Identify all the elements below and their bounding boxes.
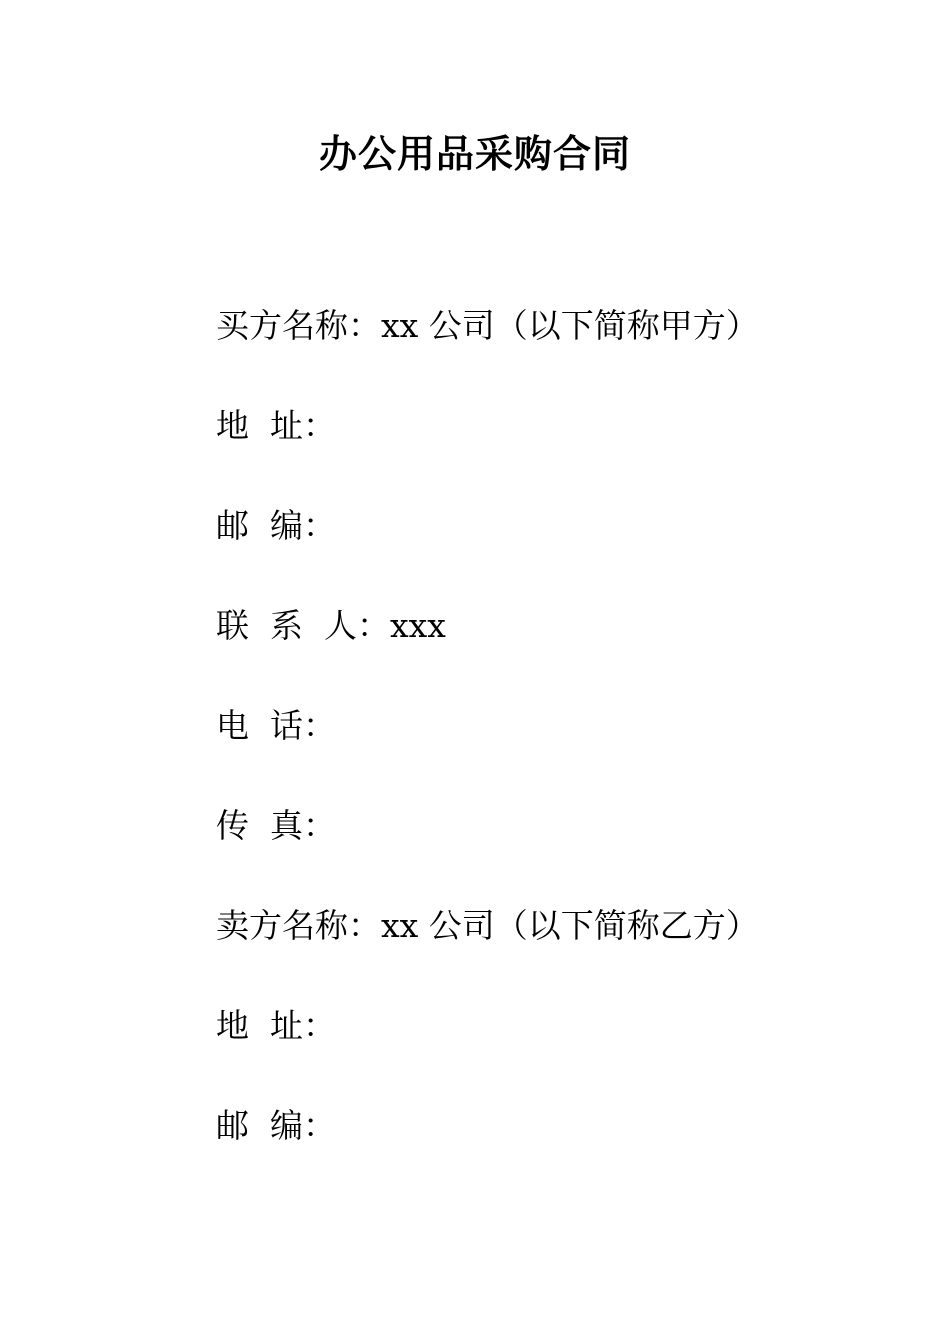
buyer-name-value: xx 公司（以下简称甲方） <box>381 306 759 345</box>
buyer-postcode-label: 邮 编： <box>216 506 336 545</box>
seller-name-value: xx 公司（以下简称乙方） <box>381 906 759 945</box>
seller-postcode-label: 邮 编： <box>216 1106 336 1145</box>
buyer-postcode-line <box>216 502 876 602</box>
seller-address-label: 地 址： <box>216 1006 336 1045</box>
seller-postcode-line <box>216 1102 876 1202</box>
document-title: 办公用品采购合同 <box>318 132 631 176</box>
buyer-phone-label: 电 话： <box>216 706 336 745</box>
buyer-contact-value: xxx <box>389 606 446 645</box>
seller-name-label: 卖方名称： <box>216 906 381 945</box>
buyer-fax-line <box>216 802 876 902</box>
buyer-contact-line <box>216 602 876 702</box>
seller-address-line <box>216 1002 876 1102</box>
buyer-name-line <box>216 302 876 402</box>
buyer-address-label: 地 址： <box>216 406 336 445</box>
buyer-address-line <box>216 402 876 502</box>
buyer-fax-label: 传 真： <box>216 806 336 845</box>
buyer-contact-label: 联 系 人： <box>216 606 390 645</box>
buyer-name-label: 买方名称： <box>216 306 381 345</box>
buyer-phone-line <box>216 702 876 802</box>
seller-name-line <box>216 902 876 1002</box>
party-info-section <box>216 302 876 1202</box>
